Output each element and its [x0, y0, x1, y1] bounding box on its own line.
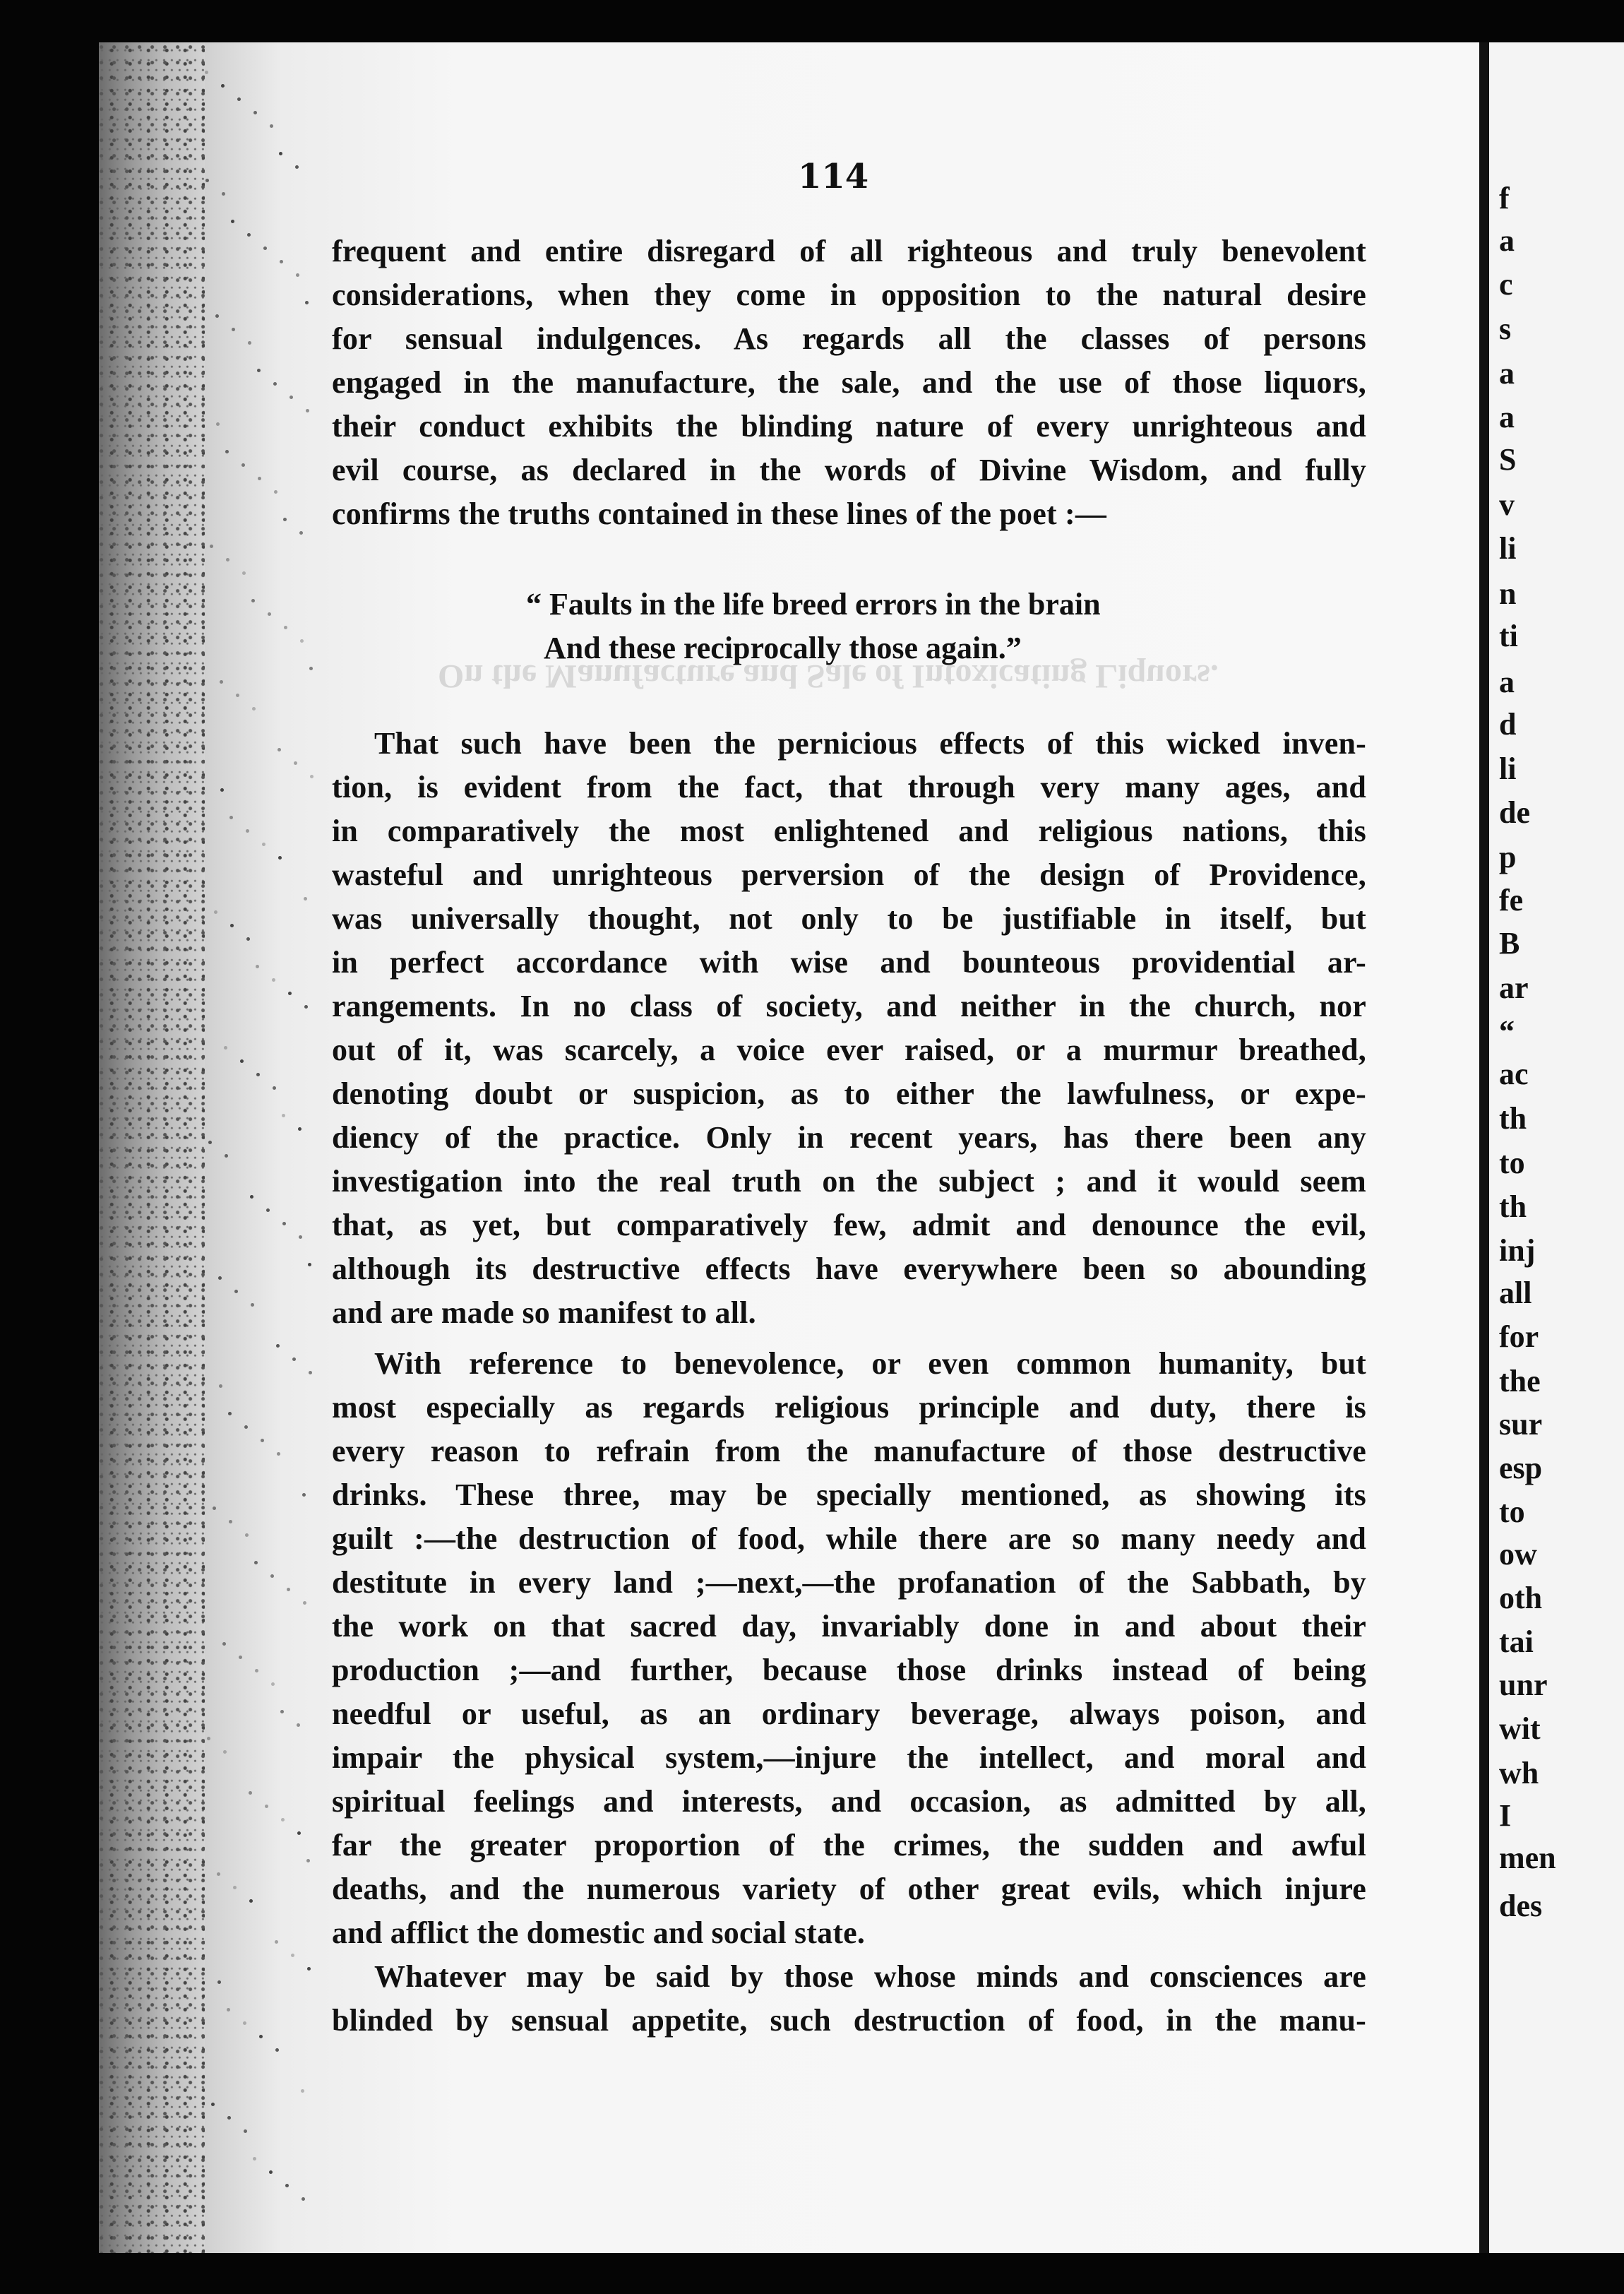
dust-speck [289, 396, 293, 399]
dust-speck [205, 179, 209, 182]
dust-speck [222, 192, 225, 196]
dust-speck [220, 788, 224, 792]
dust-speck [291, 1954, 294, 1957]
dust-speck [222, 1642, 226, 1646]
dust-speck [270, 1574, 274, 1578]
facing-page-fragment: ow [1499, 1537, 1537, 1571]
dust-speck [213, 1506, 216, 1510]
dust-speck [275, 2048, 279, 2052]
facing-page-fragment: n [1499, 576, 1517, 611]
dust-speck [284, 626, 287, 629]
text-line: in perfect accordance with wise and bounteous providential ar- [332, 945, 1366, 980]
text-line: spiritual feelings and interests, and occasion, as admitted by all, [332, 1784, 1366, 1819]
dust-speck [277, 748, 281, 751]
text-line: was universally thought, not only to be justifiable in itself, but [332, 901, 1366, 936]
text-line: considerations, when they come in opposition to the natural desire [332, 278, 1366, 312]
text-line: needful or useful, as an ordinary beverage, always poison, and [332, 1696, 1366, 1731]
dust-speck [228, 1412, 232, 1415]
facing-page-fragment: a [1499, 356, 1515, 391]
dust-speck [299, 531, 303, 535]
facing-page-fragment: to [1499, 1494, 1525, 1529]
dust-speck [220, 680, 223, 684]
dust-speck [253, 2157, 256, 2161]
text-line: blinded by sensual appetite, such destruction of food, in the manu- [332, 2003, 1366, 2038]
dust-speck [248, 341, 251, 345]
text-line: impair the physical system,—injure the intellect, and moral and [332, 1740, 1366, 1775]
facing-page [1489, 42, 1624, 2253]
dust-speck [297, 1831, 301, 1835]
dust-speck [207, 1737, 210, 1740]
dust-speck [249, 1899, 253, 1903]
dust-speck [256, 965, 259, 968]
dust-speck [227, 2116, 231, 2120]
page-edge [1479, 42, 1489, 2253]
dust-speck [224, 1046, 227, 1050]
dust-speck [300, 639, 304, 643]
text-line: deaths, and the numerous variety of other great evils, which injure [332, 1872, 1366, 1906]
facing-page-fragment: c [1499, 267, 1513, 302]
dust-speck [298, 1127, 301, 1131]
text-line: out of it, was scarcely, a voice ever raised, or a murmur breathed, [332, 1033, 1366, 1067]
dust-speck [234, 1290, 238, 1293]
facing-page-fragment: wh [1499, 1756, 1539, 1790]
dust-speck [297, 1723, 300, 1727]
dust-speck [227, 2008, 230, 2011]
dust-speck [303, 1601, 306, 1605]
dust-speck [265, 1805, 268, 1808]
facing-page-fragment: to [1499, 1146, 1525, 1180]
dust-speck [299, 1235, 302, 1239]
text-line: That such have been the pernicious effects of this wicked inven- [374, 726, 1366, 761]
page-number: 114 [798, 157, 869, 196]
facing-page-fragment: for [1499, 1319, 1539, 1354]
text-line: rangements. In no class of society, and neither in the church, nor [332, 989, 1366, 1023]
dust-speck [278, 856, 282, 860]
text-line: frequent and entire disregard of all righteous and truly benevolent [332, 234, 1366, 268]
dust-speck [225, 450, 229, 453]
text-line: denoting doubt or suspicion, as to either the lawfulness, or expe- [332, 1076, 1366, 1111]
dust-speck [295, 165, 299, 169]
facing-page-fragment: B [1499, 926, 1520, 961]
dust-speck [304, 897, 307, 901]
dust-speck [229, 1520, 232, 1523]
dust-speck [287, 1588, 290, 1591]
dust-speck [263, 246, 267, 250]
facing-page-fragment: ti [1499, 619, 1518, 653]
text-line: and afflict the domestic and social state. [332, 1915, 866, 1950]
dust-speck [247, 233, 251, 237]
text-line: although its destructive effects have everywhere been so abounding [332, 1252, 1366, 1286]
dust-speck [252, 707, 256, 711]
poem-quote-line: And these reciprocally those again.” [544, 631, 1022, 665]
dust-speck [214, 910, 217, 914]
text-line: tion, is evident from the fact, that through very many ages, and [332, 770, 1366, 804]
text-line: the work on that sacred day, invariably done in and about their [332, 1609, 1366, 1644]
dust-speck [236, 694, 239, 697]
facing-page-fragment: wit [1499, 1711, 1541, 1746]
dust-speck [226, 558, 229, 561]
dust-speck [285, 2184, 289, 2187]
text-line: investigation into the real truth on the subject ; and it would seem [332, 1164, 1366, 1199]
dust-speck [301, 2089, 304, 2093]
facing-page-fragment: p [1499, 840, 1517, 874]
dust-speck [275, 1940, 278, 1944]
dust-speck [246, 937, 250, 941]
dust-speck [249, 1791, 252, 1795]
dust-speck [261, 1439, 264, 1442]
bleed-through-text: On the Manufacture and Sale of Intoxicating Liquors. [438, 658, 1219, 695]
dust-speck [230, 924, 234, 927]
dust-speck [205, 71, 208, 74]
dust-speck [307, 1967, 311, 1971]
dust-speck [217, 1872, 220, 1876]
dust-speck [210, 545, 213, 548]
dust-speck [269, 2170, 273, 2174]
text-line: that, as yet, but comparatively few, admit and denounce the evil, [332, 1208, 1366, 1242]
facing-page-fragment: esp [1499, 1451, 1543, 1485]
dust-speck [215, 314, 219, 318]
facing-page-fragment: f [1499, 181, 1510, 215]
text-line: far the greater proportion of the crimes, the sudden and awful [332, 1828, 1366, 1862]
dust-speck [225, 1154, 228, 1158]
dust-speck [305, 301, 309, 304]
dust-speck [308, 1263, 311, 1266]
dust-speck [219, 1384, 222, 1388]
text-line: With reference to benevolence, or even common humanity, but [374, 1346, 1366, 1381]
dust-speck [232, 328, 235, 331]
facing-page-fragment: th [1499, 1189, 1527, 1224]
binding-gutter [99, 42, 212, 2253]
dust-speck [259, 2035, 263, 2038]
dust-speck [288, 992, 292, 995]
dust-speck [310, 775, 314, 778]
facing-page-fragment: unr [1499, 1668, 1548, 1702]
facing-page-fragment: tai [1499, 1624, 1534, 1659]
dust-speck [217, 1980, 221, 1984]
dust-speck [302, 1493, 306, 1497]
facing-page-fragment: S [1499, 442, 1517, 477]
dust-speck [256, 1073, 260, 1076]
text-line: in comparatively the most enlightened and religious nations, this [332, 814, 1366, 848]
dust-speck [306, 1859, 310, 1862]
text-line: diency of the practice. Only in recent years, has there been any [332, 1120, 1366, 1155]
dust-speck [253, 111, 257, 114]
dust-speck [282, 1114, 285, 1117]
text-line: their conduct exhibits the blinding nature of every unrighteous and [332, 409, 1366, 444]
dust-speck [270, 124, 273, 128]
dust-speck [254, 1561, 258, 1564]
text-line: Whatever may be said by those whose minds and consciences are [374, 1959, 1366, 1994]
facing-page-fragment: ar [1499, 970, 1529, 1005]
facing-page-fragment: men [1499, 1841, 1556, 1875]
facing-page-fragment: v [1499, 487, 1515, 522]
dust-speck [262, 843, 265, 846]
text-line: and are made so manifest to all. [332, 1295, 756, 1330]
dust-speck [280, 260, 283, 263]
dust-speck [242, 571, 246, 575]
dust-speck [243, 2021, 246, 2025]
dust-speck [309, 667, 313, 670]
dust-speck [280, 1710, 284, 1713]
text-line: wasteful and unrighteous perversion of the design of Providence, [332, 857, 1366, 892]
facing-page-fragment: de [1499, 795, 1530, 830]
dust-speck [294, 761, 297, 765]
dust-speck [211, 2103, 215, 2106]
dust-speck [221, 84, 225, 88]
facing-page-fragment: ac [1499, 1057, 1529, 1091]
dust-speck [241, 463, 245, 467]
text-line: production ;—and further, because those drinks instead of being [332, 1653, 1366, 1687]
dust-speck [239, 1656, 242, 1659]
facing-page-fragment: sur [1499, 1407, 1543, 1442]
dust-speck [244, 2129, 247, 2133]
dust-speck [304, 1005, 308, 1009]
dust-speck [301, 2197, 305, 2201]
facing-page-fragment: fe [1499, 883, 1524, 917]
text-line: evil course, as declared in the words of Divine Wisdom, and fully [332, 453, 1366, 487]
facing-page-fragment: inj [1499, 1233, 1536, 1268]
dust-speck [277, 1452, 280, 1456]
poem-quote-line: “ Faults in the life breed errors in the brain [526, 587, 1101, 622]
facing-page-fragment: a [1499, 223, 1515, 258]
text-line: engaged in the manufacture, the sale, and the use of those liquors, [332, 365, 1366, 400]
dust-speck [250, 1195, 253, 1199]
dust-speck [279, 152, 282, 155]
facing-page-fragment: d [1499, 707, 1517, 742]
text-line: destitute in every land ;—next,—the profanation of the Sabbath, by [332, 1565, 1366, 1600]
text-line: guilt :—the destruction of food, while there are so many needy and [332, 1521, 1366, 1556]
facing-page-fragment: li [1499, 531, 1517, 566]
facing-page-fragment: the [1499, 1364, 1541, 1398]
facing-page-fragment: li [1499, 751, 1517, 786]
dust-speck [237, 97, 241, 101]
dust-speck [223, 1750, 227, 1754]
dust-speck [268, 612, 271, 616]
dust-speck [292, 1357, 296, 1361]
dust-speck [258, 477, 261, 480]
dust-speck [229, 816, 233, 819]
text-line: most especially as regards religious principle and duty, there is [332, 1390, 1366, 1425]
facing-page-fragment: des [1499, 1889, 1543, 1923]
dust-speck [309, 1371, 312, 1374]
dust-speck [245, 1533, 249, 1537]
text-line: drinks. These three, may be specially mentioned, as showing its [332, 1478, 1366, 1512]
facing-page-fragment: I [1499, 1798, 1512, 1833]
dust-speck [246, 829, 249, 833]
dust-speck [276, 1344, 280, 1348]
dust-speck [244, 1425, 248, 1429]
text-line: for sensual indulgences. As regards all the classes of persons [332, 321, 1366, 356]
dust-speck [257, 369, 261, 372]
facing-page-fragment: oth [1499, 1581, 1543, 1615]
dust-speck [251, 599, 255, 602]
dust-speck [251, 1303, 254, 1307]
dust-speck [271, 1682, 275, 1686]
dust-speck [218, 1276, 222, 1280]
dust-speck [273, 382, 277, 386]
dust-speck [272, 978, 275, 982]
text-line: every reason to refrain from the manufacture of those destructive [332, 1434, 1366, 1468]
dust-speck [216, 422, 220, 426]
dust-speck [306, 409, 309, 412]
dust-speck [266, 1208, 270, 1212]
dust-speck [282, 1222, 286, 1225]
facing-page-fragment: s [1499, 311, 1512, 346]
dust-speck [273, 1086, 276, 1090]
facing-page-fragment: th [1499, 1101, 1527, 1136]
facing-page-fragment: a [1499, 400, 1515, 434]
dust-speck [296, 273, 299, 277]
facing-page-fragment: all [1499, 1276, 1532, 1310]
dust-speck [283, 518, 287, 521]
facing-page-fragment: “ [1499, 1014, 1515, 1049]
text-line: confirms the truths contained in these lines of the poet :— [332, 497, 1107, 531]
dust-speck [233, 1886, 237, 1889]
dust-speck [231, 220, 234, 223]
dust-speck [208, 1141, 212, 1144]
dust-speck [274, 490, 277, 494]
dust-speck [281, 1818, 285, 1821]
dust-speck [240, 1059, 244, 1063]
dust-speck [255, 1669, 258, 1672]
facing-page-fragment: a [1499, 665, 1515, 699]
